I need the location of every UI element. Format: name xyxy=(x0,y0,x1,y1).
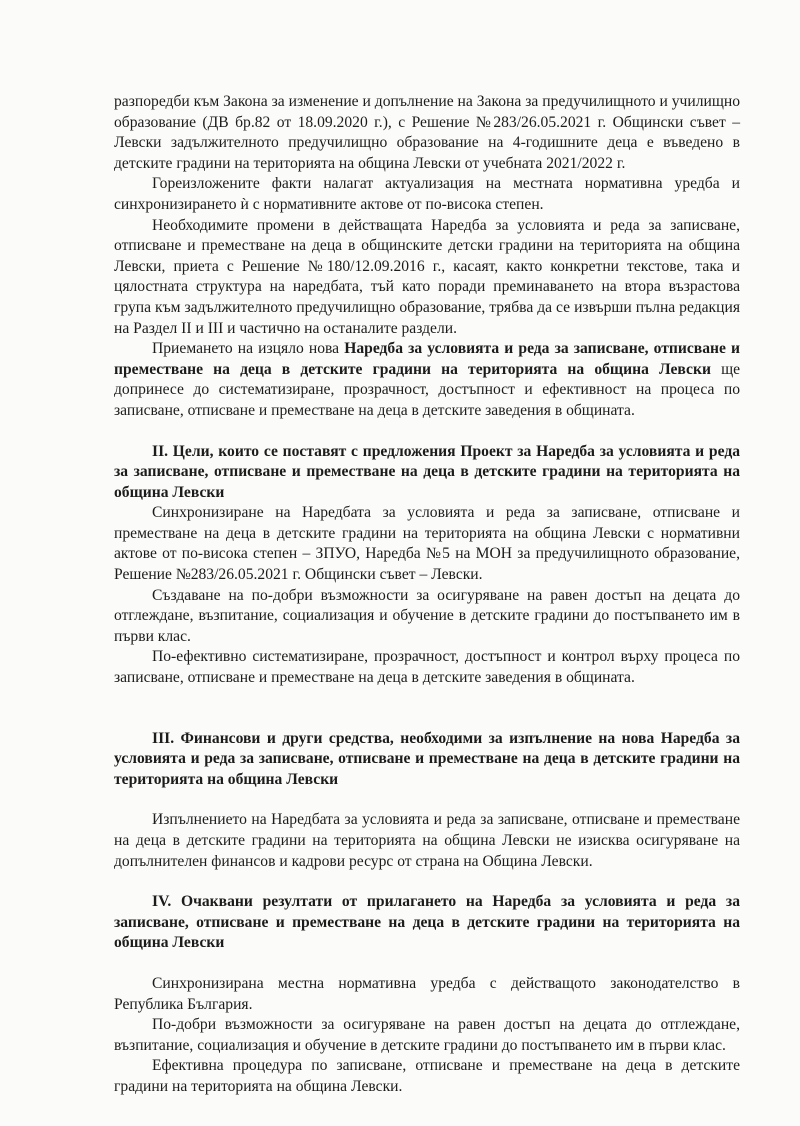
paragraph-goal-access: Създаване на по-добри възможности за осигуряване на равен достъп на децата до отглеждане, възпитание, социализация и обучение в детските градини до постъпването им в първи клас. xyxy=(114,586,740,645)
paragraph-result-access: По-добри възможности за осигуряване на равен достъп на децата до отглеждане, възпитание, социализация и обучение в детските градини до постъпването им в първи клас. xyxy=(114,1016,740,1054)
paragraph-result-sync: Синхронизирана местна нормативна уредба с действащото законодателство в Република България. xyxy=(114,974,740,1013)
paragraph-goal-efficiency: По-ефективно систематизиране, прозрачност, достъпност и контрол върху процеса по записване, отписване и преместване на деца в детските заведения в общината. xyxy=(114,648,740,687)
paragraph-changes: Необходимите промени в действащата Наредба за условията и реда за записване, отписване и преместване на деца в общинските детски градини на територията на община Левски, приета с Решение №180/12.09.2016 г., касаят, както конкретни текстове, така и цялостната структура на наредбата, тъй като поради преминаването на втора възрастова група към задължителното предучилищно образование, трябва да се извърши пълна редакция на Раздел II и III и частично на останалите раздели. xyxy=(114,216,740,337)
adoption-text-start: Приемането на изцяло нова xyxy=(152,340,345,358)
paragraph-facts: Гореизложените факти налагат актуализация на местната нормативна уредба и синхронизирането ѝ с нормативните актове от по-висока степен. xyxy=(114,175,740,213)
adoption-text-end: ще допринесе до систематизиране, прозрачност, достъпност и ефективност на процеса по записване, отписване и преместване на деца в детските заведения в общината. xyxy=(114,360,741,419)
section-heading-finance: III. Финансови и други средства, необходими за изпълнение на нова Наредба за условията и реда за записване, отписване и преместване на деца в детските градини на територията на община Левски xyxy=(114,729,740,788)
paragraph-goal-sync: Синхронизиране на Наредбата за условията и реда за записване, отписване и преместване на деца в детските градини на територията на община Левски с нормативни актове от по-висока степен – ЗПУО, Наредба №5 на МОН за предучилищното образование, Решение №283/26.05.2021 г. Общински съвет – Левски. xyxy=(114,504,740,584)
paragraph-finance: Изпълнението на Наредбата за условията и реда за записване, отписване и преместване на деца в детските градини на територията на община Левски не изисква осигуряване на допълнителен финансов и кадрови ресурс от страна на Община Левски. xyxy=(114,811,740,870)
paragraph-result-procedure: Ефективна процедура по записване, отписване и преместване на деца в детските градини на територията на община Левски. xyxy=(114,1057,740,1095)
section-heading-results: IV. Очаквани резултати от прилагането на Наредба за условията и реда за записване, отписване и преместване на деца в детските градини на територията на община Левски xyxy=(114,893,740,952)
paragraph-adoption xyxy=(114,339,740,421)
ordinance-title: Наредба за условията и реда за записване, отписване и преместване на деца в детските градини на територията на община Левски xyxy=(114,340,740,378)
section-heading-goals: II. Цели, които се поставят с предложения Проект за Наредба за условията и реда за записване, отписване и преместване на деца в детските градини на територията на община Левски xyxy=(114,442,740,501)
document-body xyxy=(114,92,740,1098)
paragraph-legal-basis: разпоредби към Закона за изменение и допълнение на Закона за предучилищното и училищно образование (ДВ бр.82 от 18.09.2020 г.), с Решение №283/26.05.2021 г. Общински съвет – Левски задължителното предучилищно образование на 4-годишните деца е въведено в детските градини на територията на община Левски от учебната 2021/2022 г. xyxy=(114,93,740,172)
